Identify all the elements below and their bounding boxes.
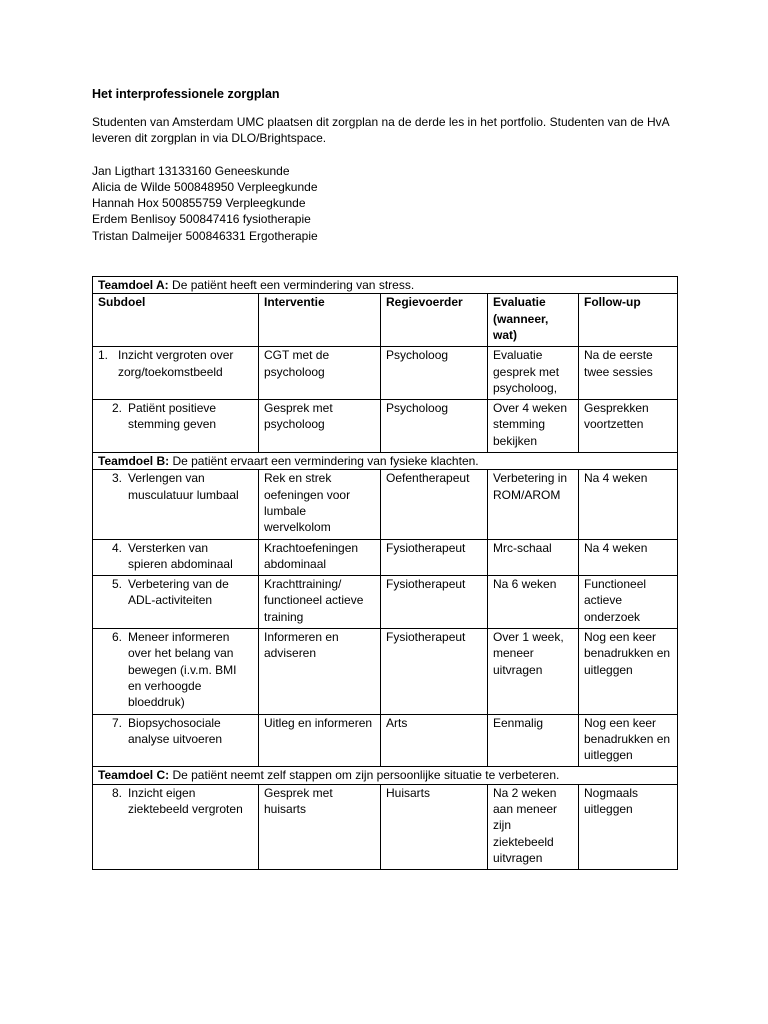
cell-regievoerder: Huisarts [381,784,488,869]
header-follow-up: Follow-up [579,294,678,347]
cell-follow-up: Na 4 weken [579,539,678,576]
cell-regievoerder: Fysiotherapeut [381,576,488,629]
cell-follow-up: Nog een keer benadrukken en uitleggen [579,629,678,714]
table-row [93,470,678,539]
cell-interventie: Informeren en adviseren [259,629,381,714]
cell-subdoel [93,400,259,453]
table-row [93,714,678,767]
cell-regievoerder: Psycholoog [381,400,488,453]
author-list [92,163,692,244]
cell-regievoerder: Fysiotherapeut [381,629,488,714]
team-goal-c [93,767,678,784]
cell-regievoerder: Arts [381,714,488,767]
subdoel-text: Versterken van spieren abdominaal [128,540,233,571]
team-goal-c-text: De patiënt neemt zelf stappen om zijn persoonlijke situatie te verbeteren. [169,768,560,783]
cell-subdoel [93,714,259,767]
team-goal-b [93,453,678,470]
cell-evaluatie: Over 1 week, meneer uitvragen [488,629,579,714]
header-subdoel: Subdoel [93,294,259,347]
subdoel-text: Biopsychosociale analyse uitvoeren [128,715,223,746]
cell-interventie: Krachttraining/ functioneel actieve training [259,576,381,629]
team-goal-b-label: Teamdoel B: [98,454,170,469]
cell-evaluatie: Na 6 weken [488,576,579,629]
subdoel-text: Verlengen van musculatuur lumbaal [128,471,239,502]
header-interventie: Interventie [259,294,381,347]
cell-interventie: Uitleg en informeren [259,714,381,767]
cell-interventie: Gesprek met psycholoog [259,400,381,453]
intro-paragraph: Studenten van Amsterdam UMC plaatsen dit zorgplan na de derde les in het portfolio. Studenten van de HvA leveren dit zorgplan in via DLO/Brightspace. [92,115,670,146]
header-evaluatie: Evaluatie (wanneer, wat) [488,294,579,347]
subdoel-text: Meneer informeren over het belang van bewegen (i.v.m. BMI en verhoogde bloeddruk) [128,630,237,710]
table-row [93,400,678,453]
cell-regievoerder: Psycholoog [381,347,488,400]
table-row [93,629,678,714]
cell-follow-up: Gesprekken voortzetten [579,400,678,453]
table-header-row [93,294,678,347]
cell-follow-up: Nog een keer benadrukken en uitleggen [579,714,678,767]
subdoel-text: Verbetering van de ADL-activiteiten [128,577,229,608]
cell-evaluatie: Evaluatie gesprek met psycholoog, [488,347,579,400]
cell-evaluatie: Eenmalig [488,714,579,767]
team-goal-a-text: De patiënt heeft een vermindering van stress. [168,278,415,293]
cell-interventie: Krachtoefeningen abdominaal [259,539,381,576]
cell-subdoel [93,576,259,629]
row-number: 3. [111,471,122,486]
cell-follow-up: Nogmaals uitleggen [579,784,678,869]
team-goal-a [93,277,678,294]
table-row [93,784,678,869]
author-line: Jan Ligthart 13133160 Geneeskunde [92,163,290,178]
cell-interventie: CGT met de psycholoog [259,347,381,400]
team-goal-b-row [93,453,678,470]
cell-follow-up: Functioneel actieve onderzoek [579,576,678,629]
cell-subdoel [93,539,259,576]
care-plan-table [92,276,678,870]
cell-subdoel [93,470,259,539]
team-goal-c-row [93,767,678,784]
row-number: 5. [111,577,122,592]
cell-follow-up: Na de eerste twee sessies [579,347,678,400]
row-number: 8. [111,785,122,800]
row-number: 2. [111,401,122,416]
cell-evaluatie: Na 2 weken aan meneer zijn ziektebeeld uitvragen [488,784,579,869]
table-row [93,576,678,629]
author-line: Alicia de Wilde 500848950 Verpleegkunde [92,179,318,194]
document-page [92,85,692,870]
cell-subdoel [93,784,259,869]
row-number: 4. [111,540,122,555]
row-number: 7. [111,715,122,730]
subdoel-text: Patiënt positieve stemming geven [128,401,217,432]
row-number: 6. [111,630,122,645]
table-row [93,539,678,576]
author-line: Tristan Dalmeijer 500846331 Ergotherapie [92,228,318,243]
author-line: Hannah Hox 500855759 Verpleegkunde [92,196,306,211]
row-number: 1. [98,348,109,363]
cell-follow-up: Na 4 weken [579,470,678,539]
cell-subdoel [93,347,259,400]
cell-subdoel [93,629,259,714]
team-goal-c-label: Teamdoel C: [98,768,170,783]
subdoel-text: Inzicht vergroten over zorg/toekomstbeeld [118,348,234,379]
cell-regievoerder: Fysiotherapeut [381,539,488,576]
header-regievoerder: Regievoerder [381,294,488,347]
subdoel-text: Inzicht eigen ziektebeeld vergroten [128,785,243,816]
team-goal-b-text: De patiënt ervaart een vermindering van fysieke klachten. [169,454,479,469]
cell-interventie: Rek en strek oefeningen voor lumbale wervelkolom [259,470,381,539]
table-row [93,347,678,400]
cell-interventie: Gesprek met huisarts [259,784,381,869]
author-line: Erdem Benlisoy 500847416 fysiotherapie [92,212,311,227]
cell-regievoerder: Oefentherapeut [381,470,488,539]
cell-evaluatie: Mrc-schaal [488,539,579,576]
cell-evaluatie: Over 4 weken stemming bekijken [488,400,579,453]
page-title: Het interprofessionele zorgplan [92,87,280,101]
team-goal-a-label: Teamdoel A: [98,278,169,293]
team-goal-a-row [93,277,678,294]
cell-evaluatie: Verbetering in ROM/AROM [488,470,579,539]
